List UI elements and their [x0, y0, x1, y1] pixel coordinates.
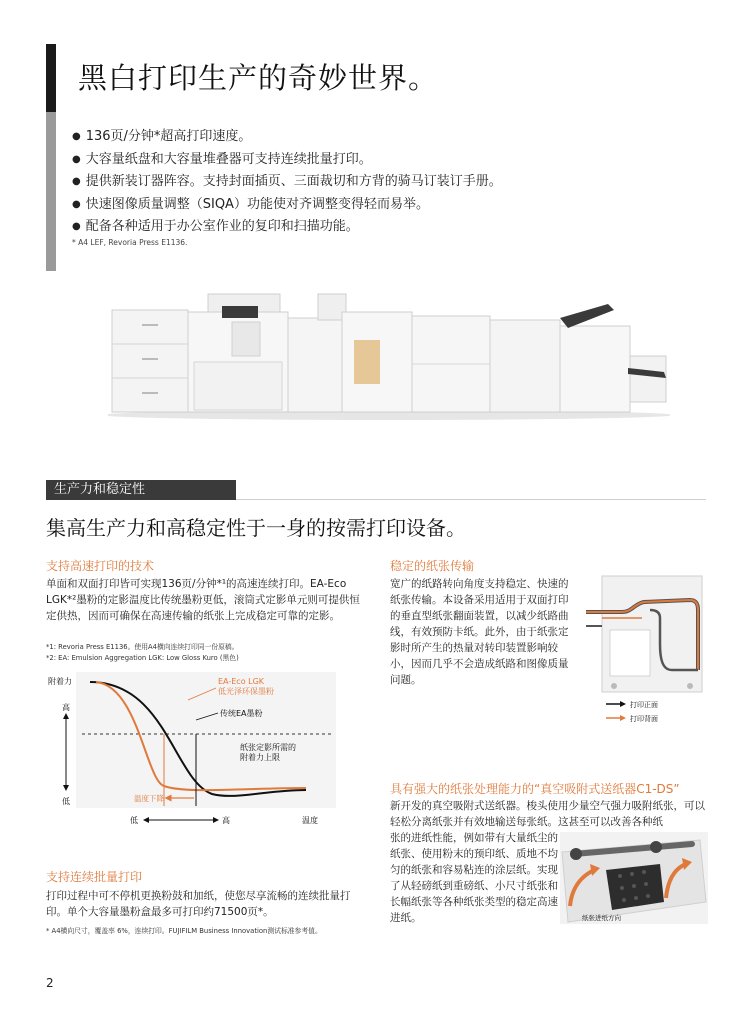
batch-body: 打印过程中可不停机更换粉鼓和加纸，使您尽享流畅的连续批量打印。单个大容量墨粉盒最多可打印约71500页*。: [46, 890, 351, 918]
y-axis-high: 高: [62, 703, 70, 712]
batch-subtitle: 支持连续批量打印: [46, 870, 143, 884]
header-footnote: * A4 LEF, Revoria Press E1136.: [72, 238, 188, 247]
threshold-label: 纸张定影所需的: [240, 743, 296, 752]
feature-item: ● 快速图像质量调整（SIQA）功能使对齐调整变得轻而易举。: [72, 194, 502, 217]
legacy-label: 传统EA墨粉: [220, 709, 263, 718]
adhesion-temperature-graph: [46, 670, 336, 830]
temp-drop-label: 温度下降: [134, 794, 164, 803]
feed-direction-label: 纸张进纸方向: [582, 914, 621, 922]
speed-subtitle: 支持高速打印的技术: [46, 559, 155, 573]
page-title: 黑白打印生产的奇妙世界。: [78, 61, 439, 95]
feeder-body-bottom: 张的进纸性能，例如带有大量纸尘的纸张、使用粉末的预印纸、质地不均匀的纸张和容易粘连的涂层纸。实现了从轻磅纸到重磅纸、小尺寸纸张和长幅纸张等各种纸张类型的稳定高速进纸。: [390, 832, 558, 924]
feature-item: ● 136页/分钟*超高打印速度。: [72, 126, 502, 149]
eco-label: EA-Eco LGK: [218, 677, 265, 686]
x-axis-high: 高: [222, 816, 230, 825]
vacuum-feeder-diagram: [560, 832, 708, 924]
feeder-subtitle: 具有强大的纸张处理能力的“真空吸附式送纸器C1-DS”: [390, 782, 680, 796]
threshold-label-sub: 附着力上限: [240, 753, 280, 762]
section-tab: 生产力和稳定性: [46, 480, 236, 500]
feeder-body-top: 新开发的真空吸附式送纸器。梭头使用少量空气强力吸附纸张，可以轻松分离纸张并有效地输送每张纸。这甚至可以改善各种纸: [390, 800, 705, 828]
transport-body: 宽广的纸路转向角度支持稳定、快速的纸张传输。本设备采用适用于双面打印的垂直型纸张翻面装置，以减少纸路曲线，有效预防卡纸。此外，由于纸张定影时所产生的热量对转印装置影响较小，因而几乎不会造成纸路和图像质量问题。: [390, 578, 569, 686]
y-axis-label: 附着力: [48, 677, 72, 686]
section-headline: 集高生产力和高稳定性于一身的按需打印设备。: [46, 516, 466, 540]
y-axis-low: 低: [62, 797, 70, 806]
transport-subtitle: 稳定的纸张传输: [390, 559, 475, 573]
x-axis-low: 低: [130, 816, 138, 825]
feature-list: [72, 126, 502, 239]
footnote: *1: Revoria Press E1136。使用A4横向连续打印同一份原稿。: [46, 643, 239, 651]
feature-item: ● 提供新装订器阵容。支持封面插页、三面裁切和方背的骑马订装订手册。: [72, 171, 502, 194]
page-number: 2: [46, 976, 54, 990]
feature-item: ● 配备各种适用于办公室作业的复印和扫描功能。: [72, 216, 502, 239]
section-divider: [236, 499, 706, 500]
footnote: *2: EA: Emulsion Aggregation LGK: Low Gloss Kuro (黑色): [46, 654, 239, 662]
back-print-legend-label: 打印背面: [630, 715, 658, 723]
eco-label-sub: 低光泽环保墨粉: [218, 687, 274, 696]
speed-body: 单面和双面打印皆可实现136页/分钟*¹的高速连续打印。EA-Eco LGK*²墨粉的定影温度比传统墨粉更低，滚筒式定影单元则可提供恒定供热，因而可确保在高速传输的纸张上完成稳定可靠的定影。: [46, 578, 360, 622]
batch-footnote: * A4横向尺寸，覆盖率 6%，连续打印。FUJIFILM Business Innovation测试标准参考值。: [46, 927, 322, 935]
x-axis-label: 温度: [302, 816, 318, 825]
feature-item: ● 大容量纸盘和大容量堆叠器可支持连续批量打印。: [72, 149, 502, 172]
speed-footnotes: [46, 642, 239, 664]
printer-illustration: [108, 282, 670, 422]
header-accent-bar-dark: [46, 44, 56, 112]
paper-path-diagram: [582, 574, 706, 724]
front-print-legend-label: 打印正面: [630, 701, 658, 709]
